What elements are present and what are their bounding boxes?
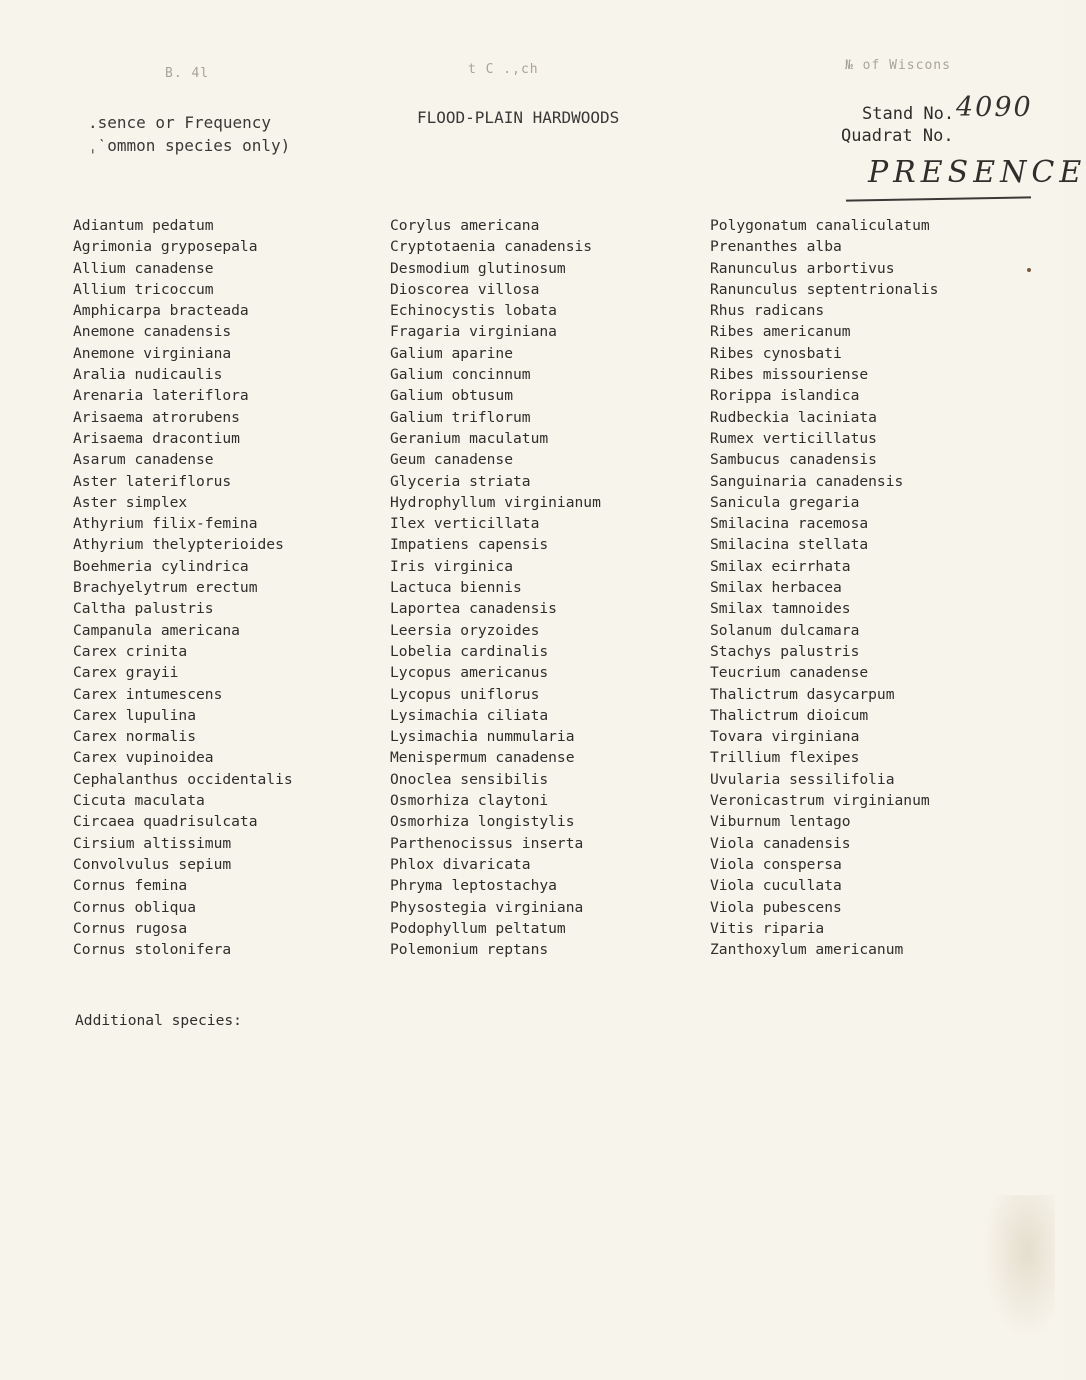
species-item: Leersia oryzoides <box>390 621 540 639</box>
species-item: Anemone virginiana <box>73 344 232 362</box>
species-item: Allium tricoccum <box>73 280 214 298</box>
species-item: Carex crinita <box>73 642 188 660</box>
handwritten-presence: PRESENCE <box>868 155 1086 190</box>
species-item: Lysimachia nummularia <box>390 728 575 746</box>
species-item: Thalictrum dioicum <box>710 706 869 724</box>
species-item: Athyrium filix-femina <box>73 515 258 533</box>
species-item: Arenaria lateriflora <box>73 387 249 405</box>
species-item: Arisaema dracontium <box>73 429 240 447</box>
species-item: Arisaema atrorubens <box>73 408 240 426</box>
species-item: Prenanthes alba <box>710 238 842 256</box>
species-item: Smilax herbacea <box>710 579 842 597</box>
species-item: Ranunculus arbortivus <box>710 259 895 277</box>
species-item: Zanthoxylum americanum <box>710 941 904 959</box>
species-item: Viola cucullata <box>710 877 842 895</box>
species-item: Rumex verticillatus <box>710 429 877 447</box>
species-item: Echinocystis lobata <box>390 302 557 320</box>
species-item: Ilex verticillata <box>390 515 540 533</box>
species-item: Fragaria virginiana <box>390 323 557 341</box>
species-item: Lycopus americanus <box>390 664 549 682</box>
species-item: Vitis riparia <box>710 919 825 937</box>
species-item: Allium canadense <box>73 259 214 277</box>
species-item: Carex normalis <box>73 728 197 746</box>
faint-header-left: В. 4l <box>165 66 210 81</box>
species-item: Phryma leptostachya <box>390 877 557 895</box>
species-item: Tovara virginiana <box>710 728 860 746</box>
species-column-3 <box>710 215 938 960</box>
paper-stain <box>985 1195 1055 1335</box>
species-item: Campanula americana <box>73 621 240 639</box>
species-item: Rhus radicans <box>710 302 825 320</box>
species-item: Cornus stolonifera <box>73 941 232 959</box>
species-item: Carex intumescens <box>73 685 223 703</box>
species-item: Circaea quadrisulcata <box>73 813 258 831</box>
species-item: Anemone canadensis <box>73 323 232 341</box>
species-item: Geranium maculatum <box>390 429 549 447</box>
species-item: Impatiens capensis <box>390 536 549 554</box>
species-item: Podophyllum peltatum <box>390 919 566 937</box>
species-item: Galium triflorum <box>390 408 531 426</box>
species-item: Onoclea sensibilis <box>390 770 549 788</box>
species-item: Viola conspersa <box>710 855 842 873</box>
species-item: Physostegia virginiana <box>390 898 584 916</box>
species-item: Viburnum lentago <box>710 813 851 831</box>
species-item: Hydrophyllum virginianum <box>390 493 601 511</box>
species-item: Cirsium altissimum <box>73 834 232 852</box>
header-left-line1: .sence or Frequency <box>88 113 272 132</box>
species-item: Adiantum pedatum <box>73 217 214 234</box>
species-item: Geum canadense <box>390 451 514 469</box>
species-item: Smilacina stellata <box>710 536 869 554</box>
species-item: Convolvulus sepium <box>73 855 232 873</box>
species-item: Smilax tamnoides <box>710 600 851 618</box>
species-item: Sanicula gregaria <box>710 493 860 511</box>
species-item: Iris virginica <box>390 557 514 575</box>
species-item: Veronicastrum virginianum <box>710 792 930 810</box>
species-item: Galium aparine <box>390 344 514 362</box>
species-column-1 <box>73 215 293 960</box>
species-item: Cornus rugosa <box>73 919 188 937</box>
species-item: Uvularia sessilifolia <box>710 770 895 788</box>
species-item: Lysimachia ciliata <box>390 706 549 724</box>
species-item: Lactuca biennis <box>390 579 522 597</box>
species-item: Aster lateriflorus <box>73 472 232 490</box>
species-item: Corylus americana <box>390 217 540 234</box>
species-item: Amphicarpa bracteada <box>73 302 249 320</box>
species-item: Ribes cynosbati <box>710 344 842 362</box>
stand-label: Stand No. <box>862 104 955 124</box>
species-item: Galium obtusum <box>390 387 514 405</box>
species-item: Rorippa islandica <box>710 387 860 405</box>
species-item: Viola canadensis <box>710 834 851 852</box>
species-item: Athyrium thelypterioides <box>73 536 284 554</box>
header-left-line2: ˌˋommon species only) <box>88 136 291 155</box>
species-item: Glyceria striata <box>390 472 531 490</box>
species-item: Cornus femina <box>73 877 188 895</box>
species-item: Phlox divaricata <box>390 855 531 873</box>
quadrat-label: Quadrat No. <box>841 126 954 146</box>
species-item: Rudbeckia laciniata <box>710 408 877 426</box>
species-item: Polemonium reptans <box>390 941 549 959</box>
species-item: Cephalanthus occidentalis <box>73 770 293 788</box>
species-item: Ribes americanum <box>710 323 851 341</box>
species-item: Thalictrum dasycarpum <box>710 685 895 703</box>
species-item: Menispermum canadense <box>390 749 575 767</box>
additional-species-label: Additional species: <box>75 1012 242 1029</box>
species-item: Cryptotaenia canadensis <box>390 238 593 256</box>
species-item: Parthenocissus inserta <box>390 834 584 852</box>
species-item: Stachys palustris <box>710 642 860 660</box>
species-item: Caltha palustris <box>73 600 214 618</box>
species-item: Osmorhiza claytoni <box>390 792 549 810</box>
species-item: Solanum dulcamara <box>710 621 860 639</box>
species-item: Agrimonia gryposepala <box>73 238 258 256</box>
species-item: Desmodium glutinosum <box>390 259 566 277</box>
species-item: Dioscorea villosa <box>390 280 540 298</box>
paper-speck <box>1027 268 1031 272</box>
faint-header-right: № of Wiscons <box>845 58 951 73</box>
faint-header-center: t C .,ch <box>468 62 539 77</box>
species-item: Smilacina racemosa <box>710 515 869 533</box>
species-item: Aralia nudicaulis <box>73 366 223 384</box>
species-item: Galium concinnum <box>390 366 531 384</box>
species-item: Sanguinaria canadensis <box>710 472 904 490</box>
stand-number: 4090 <box>956 92 1033 123</box>
species-item: Smilax ecirrhata <box>710 557 851 575</box>
species-item: Boehmeria cylindrica <box>73 557 249 575</box>
species-item: Carex vupinoidea <box>73 749 214 767</box>
species-item: Aster simplex <box>73 493 188 511</box>
species-item: Viola pubescens <box>710 898 842 916</box>
species-column-2 <box>390 215 601 960</box>
species-item: Teucrium canadense <box>710 664 869 682</box>
presence-underline <box>846 196 1031 201</box>
species-item: Carex lupulina <box>73 706 197 724</box>
species-item: Carex grayii <box>73 664 179 682</box>
species-item: Cornus obliqua <box>73 898 197 916</box>
page-title: FLOOD-PLAIN HARDWOODS <box>417 108 620 127</box>
species-item: Osmorhiza longistylis <box>390 813 575 831</box>
species-item: Ribes missouriense <box>710 366 869 384</box>
species-item: Ranunculus septentrionalis <box>710 280 939 298</box>
species-item: Lycopus uniflorus <box>390 685 540 703</box>
species-item: Asarum canadense <box>73 451 214 469</box>
species-item: Trillium flexipes <box>710 749 860 767</box>
species-item: Polygonatum canaliculatum <box>710 217 930 234</box>
species-item: Lobelia cardinalis <box>390 642 549 660</box>
species-item: Sambucus canadensis <box>710 451 877 469</box>
species-item: Brachyelytrum erectum <box>73 579 258 597</box>
species-item: Laportea canadensis <box>390 600 557 618</box>
header-left-block <box>88 111 290 157</box>
species-item: Cicuta maculata <box>73 792 205 810</box>
